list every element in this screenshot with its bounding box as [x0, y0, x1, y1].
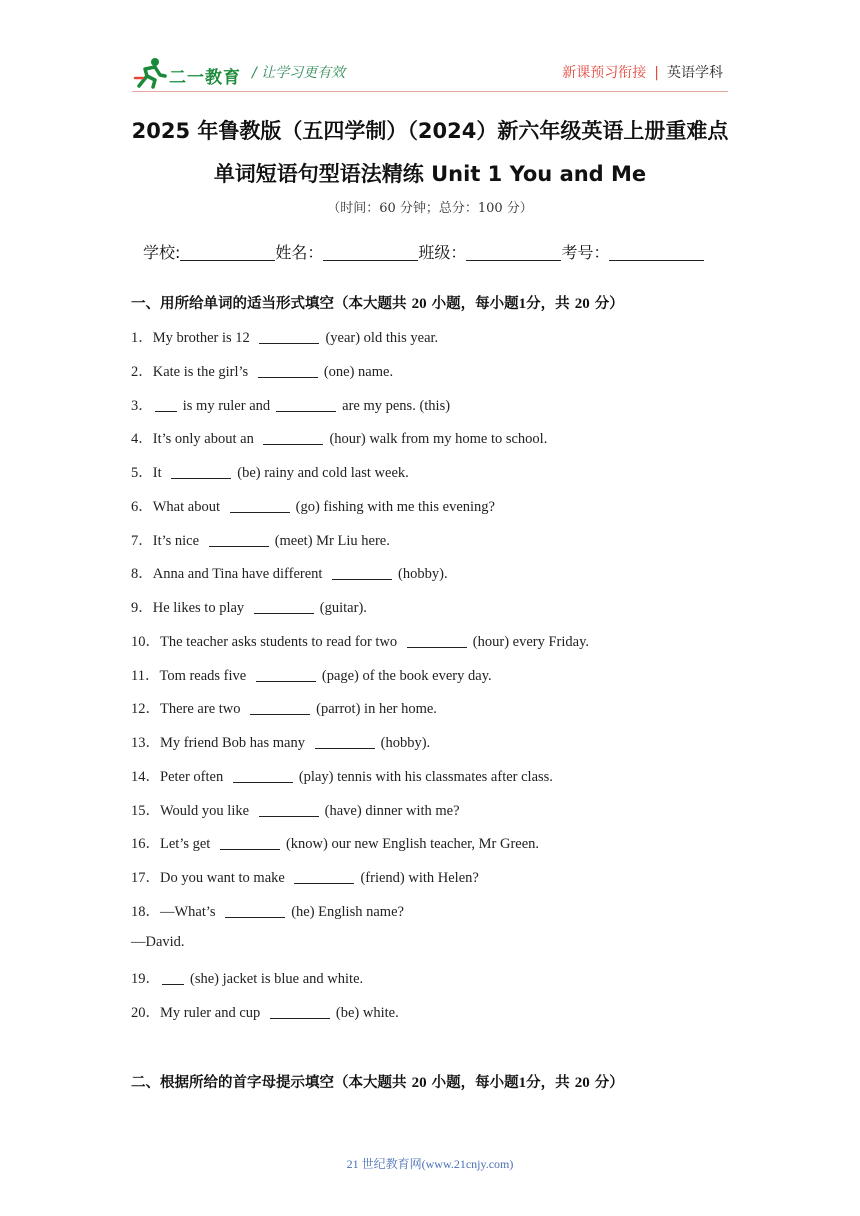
question-text: Anna and Tina have different: [152, 566, 323, 583]
question-text: (hobby).: [380, 735, 431, 751]
question-item: [131, 394, 450, 415]
question-text: The teacher asks students to read for two: [160, 633, 398, 650]
exam-subtitle: （时间：60 分钟；总分：100 分）: [327, 201, 533, 216]
question-text: (go) fishing with me this evening?: [295, 498, 495, 515]
question-number: 2．: [131, 363, 153, 380]
answer-blank[interactable]: [315, 734, 375, 749]
question-number: 8．: [131, 566, 153, 583]
question-text: Tom reads five: [159, 667, 247, 684]
question-item: [131, 529, 390, 550]
question-text: —What’s: [160, 903, 216, 920]
question-number: 7．: [131, 532, 153, 549]
answer-blank[interactable]: [258, 363, 318, 378]
question-item: [131, 427, 547, 448]
question-text: Kate is the girl’s: [152, 363, 249, 380]
header-right: [562, 62, 723, 82]
student-info-row: [143, 240, 704, 263]
question-item: [131, 1001, 399, 1022]
answer-blank[interactable]: [407, 633, 467, 648]
question-text: (have) dinner with me?: [324, 802, 460, 819]
question-text: (be) white.: [335, 1005, 399, 1021]
slogan: / 让学习更有效: [252, 65, 346, 81]
answer-blank[interactable]: [250, 700, 310, 715]
page-title-line1: 2025 年鲁教版（五四学制）（2024）新六年级英语上册重难点: [131, 119, 729, 143]
school-label: 学校:: [143, 243, 181, 262]
answer-blank[interactable]: [209, 532, 269, 547]
question-number: 6．: [131, 498, 153, 515]
question-number: 5．: [131, 465, 153, 481]
question-number: 3．: [131, 397, 153, 414]
question-text: My friend Bob has many: [160, 735, 305, 751]
question-item: [131, 664, 492, 685]
section-1-heading: 一、用所给单词的适当形式填空（本大题共 20 小题，每小题1分，共 20 分）: [131, 296, 624, 312]
question-text: (be) rainy and cold last week.: [237, 465, 409, 481]
question-item: [131, 562, 448, 583]
question-number: 13．: [131, 735, 160, 751]
answer-blank[interactable]: [155, 397, 177, 412]
question-number: 1．: [131, 330, 153, 346]
question-text: He likes to play: [152, 600, 245, 616]
runner-logo-icon: [133, 56, 169, 90]
question-item: [131, 495, 495, 516]
answer-blank[interactable]: [259, 802, 319, 817]
question-text: (hour) walk from my home to school.: [329, 431, 548, 448]
question-text: are my pens. (this): [342, 397, 451, 414]
question-text: It’s only about an: [152, 431, 254, 448]
question-text: There are two: [160, 701, 241, 718]
answer-blank[interactable]: [259, 329, 319, 344]
question-text: It’s nice: [152, 532, 200, 549]
school-blank: [180, 244, 275, 261]
answer-blank[interactable]: [276, 397, 336, 412]
page-title-line2: 单词短语句型语法精练 Unit 1 You and Me: [213, 162, 647, 186]
question-text: (he) English name?: [291, 903, 404, 920]
question-number: 10．: [131, 633, 160, 650]
question-text: —David.: [131, 933, 185, 950]
question-text: (year) old this year.: [325, 330, 439, 346]
subject-label: 英语学科: [667, 65, 723, 81]
answer-blank[interactable]: [270, 1004, 330, 1019]
logo: [133, 56, 243, 90]
question-number: 14．: [131, 768, 160, 785]
question-text: (play) tennis with his classmates after class.: [298, 768, 553, 785]
answer-blank[interactable]: [233, 768, 293, 783]
question-text: is my ruler and: [182, 397, 271, 414]
question-text: (parrot) in her home.: [316, 701, 437, 718]
question-number: 4．: [131, 431, 153, 448]
question-item: [131, 326, 438, 347]
page-footer: 21 世纪教育网(www.21cnjy.com): [346, 1157, 514, 1171]
question-item: [131, 866, 479, 887]
question-number: 19．: [131, 971, 160, 988]
question-text: (hobby).: [398, 566, 448, 583]
question-number: 11．: [131, 667, 160, 684]
question-number: 18．: [131, 903, 160, 920]
question-text: My brother is 12: [152, 330, 250, 346]
question-item: [131, 799, 460, 820]
question-item: [131, 596, 367, 617]
question-text: (friend) with Helen?: [360, 870, 479, 886]
question-item: [131, 967, 363, 988]
number-label: 考号：: [561, 243, 610, 262]
question-item: [131, 630, 589, 651]
question-text: (she) jacket is blue and white.: [190, 971, 364, 988]
question-text: Peter often: [160, 768, 224, 785]
section-2-heading: 二、根据所给的首字母提示填空（本大题共 20 小题，每小题1分，共 20 分）: [131, 1075, 624, 1091]
question-item: [131, 765, 553, 786]
question-number: 16．: [131, 836, 160, 853]
question-text: Let’s get: [160, 836, 211, 853]
question-text: (know) our new English teacher, Mr Green.: [285, 836, 540, 853]
answer-blank[interactable]: [294, 869, 354, 884]
question-text: My ruler and cup: [160, 1005, 261, 1021]
answer-blank[interactable]: [220, 835, 280, 850]
question-number: 20．: [131, 1005, 160, 1021]
question-text: Do you want to make: [160, 870, 285, 886]
answer-blank[interactable]: [332, 565, 392, 580]
question-text: (one) name.: [323, 363, 394, 380]
answer-blank[interactable]: [225, 903, 285, 918]
answer-blank[interactable]: [254, 599, 314, 614]
number-blank: [609, 244, 704, 261]
logo-text: 二一教育: [169, 68, 241, 88]
answer-blank[interactable]: [171, 464, 231, 479]
question-item: [131, 934, 185, 951]
question-text: (guitar).: [319, 600, 367, 616]
question-text: (hour) every Friday.: [472, 633, 590, 650]
answer-blank[interactable]: [263, 430, 323, 445]
header-divider: [132, 91, 728, 92]
question-number: 9．: [131, 600, 153, 616]
question-text: What about: [152, 498, 220, 515]
name-label: 姓名：: [275, 243, 324, 262]
answer-blank[interactable]: [256, 667, 316, 682]
class-label: 班级：: [418, 243, 467, 262]
question-text: (page) of the book every day.: [321, 667, 492, 684]
question-item: [131, 900, 404, 921]
page-header: [0, 0, 860, 95]
question-item: [131, 697, 437, 718]
question-text: It: [152, 465, 162, 481]
question-item: [131, 461, 409, 482]
course-label: 新课预习衔接: [562, 65, 647, 81]
question-number: 15．: [131, 802, 160, 819]
question-item: [131, 731, 430, 752]
header-separator: |: [654, 65, 659, 81]
question-number: 17．: [131, 870, 160, 886]
name-blank: [323, 244, 418, 261]
question-text: (meet) Mr Liu here.: [274, 532, 390, 549]
answer-blank[interactable]: [230, 498, 290, 513]
question-number: 12．: [131, 701, 160, 718]
answer-blank[interactable]: [162, 970, 184, 985]
class-blank: [466, 244, 561, 261]
question-item: [131, 832, 539, 853]
question-item: [131, 360, 393, 381]
question-text: Would you like: [160, 802, 250, 819]
